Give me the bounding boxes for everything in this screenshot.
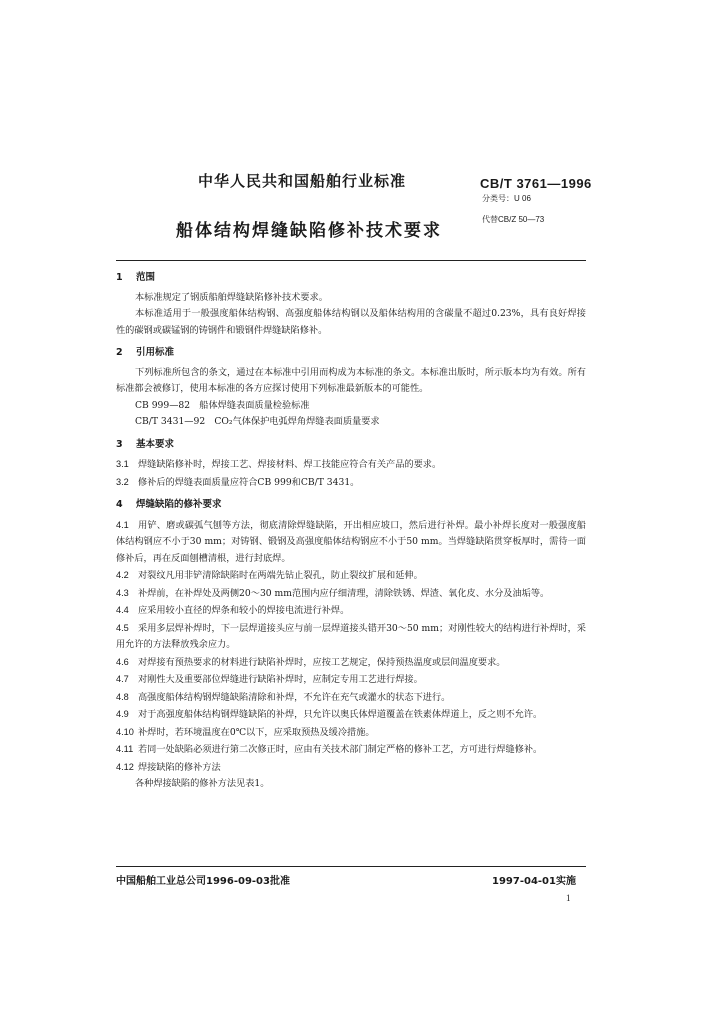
paragraph: 各种焊接缺陷的修补方法见表1。 — [135, 778, 270, 789]
effective-date: 1997-04-01实施 — [492, 876, 576, 887]
clause-item — [116, 456, 586, 474]
clause-text: 若同一处缺陷必须进行第二次修正时，应由有关技术部门制定严格的修补工艺，方可进行焊缝修补。 — [138, 744, 543, 755]
header-divider — [116, 260, 586, 261]
clause-text: 对焊接有预热要求的材料进行缺陷补焊时，应按工艺规定，保持预热温度或层间温度要求。 — [138, 656, 506, 668]
document-body — [116, 270, 586, 793]
clause-item — [116, 602, 586, 620]
clause-text: 用铲、磨或碳弧气刨等方法，彻底清除焊缝缺陷，开出相应坡口，然后进行补焊。最小补焊长度对一般强度船体结构钢应不小于30 mm；对铸钢、锻钢及高强度船体结构钢应不小于50 mm。当焊缝缺陷贯穿板厚时，需待一面修补后，再在反面刨槽清根，进行封底焊。 — [116, 519, 586, 564]
section-title: 引用标准 — [136, 347, 175, 358]
standard-code: CB/T 3761—1996 — [480, 176, 592, 191]
section-heading-repair-requirements — [116, 497, 586, 514]
clause-number: 4.1 — [116, 519, 129, 530]
clause-number: 4.2 — [116, 570, 129, 580]
replaces-standard: 代替CB/Z 50—73 — [482, 215, 545, 224]
clause-number: 4.7 — [116, 674, 129, 684]
paragraph: 下列标准所包含的条文，通过在本标准中引用而构成为本标准的条文。本标准出版时，所示版本均为有效。所有标准都会被修订，使用本标准的各方应探讨使用下列标准最新版本的可能性。 — [116, 366, 586, 394]
section-number: 4 — [116, 499, 123, 510]
section-heading-scope — [116, 270, 586, 287]
clause-item — [116, 689, 586, 707]
clause-item — [116, 671, 586, 689]
clause-text: 对于高强度船体结构钢焊缝缺陷的补焊，只允许以奥氏体焊道覆盖在铁素体焊道上，反之则不允许。 — [138, 709, 543, 720]
clause-item — [116, 517, 586, 568]
clause-number: 4.12 — [116, 761, 134, 772]
clause-number: 4.3 — [116, 587, 129, 598]
clause-item — [116, 724, 586, 742]
clause-text: 补焊时，若环境温度在0℃以下，应采取预热及缓冷措施。 — [138, 726, 375, 738]
clause-text: 焊接缺陷的修补方法 — [138, 761, 221, 773]
section-title: 范围 — [136, 272, 156, 283]
clause-text: 补焊前，在补焊处及两侧20～30 mm范围内应仔细清理，清除铁锈、焊渣、氧化皮、水分及油垢等。 — [138, 587, 550, 599]
page-number: 1 — [566, 893, 571, 903]
clause-item — [116, 474, 586, 492]
clause-item — [116, 585, 586, 603]
clause-item — [116, 759, 586, 777]
clause-number: 4.10 — [116, 726, 134, 737]
clause-text: 采用多层焊补焊时，下一层焊道接头应与前一层焊道接头错开30～50 mm；对刚性较大的结构进行补焊时，采用允许的方法释放残余应力。 — [116, 622, 586, 650]
clause-number: 4.4 — [116, 605, 129, 615]
standard-org-title: 中华人民共和国船舶行业标准 — [198, 172, 407, 190]
clause-number: 3.1 — [116, 459, 129, 469]
approval-date: 中国船舶工业总公司1996-09-03批准 — [116, 876, 290, 887]
clause-item — [116, 567, 586, 585]
reference-item: CB/T 3431—92 CO₂气体保护电弧焊角焊缝表面质量要求 — [135, 416, 380, 427]
section-title: 焊缝缺陷的修补要求 — [136, 499, 222, 510]
clause-number: 4.6 — [116, 656, 129, 667]
section-number: 2 — [116, 347, 123, 358]
footer-divider — [116, 866, 586, 867]
clause-item — [116, 741, 586, 759]
document-title: 船体结构焊缝缺陷修补技术要求 — [176, 221, 442, 241]
clause-text: 焊缝缺陷修补时，焊接工艺、焊接材料、焊工技能应符合有关产品的要求。 — [138, 459, 442, 470]
clause-item — [116, 620, 586, 654]
paragraph: 本标准规定了钢质船舶焊缝缺陷修补技术要求。 — [135, 291, 328, 303]
clause-text: 对刚性大及重要部位焊缝进行缺陷补焊时，应制定专用工艺进行焊接。 — [138, 674, 423, 685]
section-number: 3 — [116, 438, 123, 450]
clause-text: 应采用较小直径的焊条和较小的焊接电流进行补焊。 — [138, 605, 350, 616]
clause-text: 修补后的焊缝表面质量应符合CB 999和CB/T 3431。 — [138, 476, 360, 488]
clause-number: 4.9 — [116, 709, 129, 719]
classification-number: 分类号：U 06 — [482, 194, 531, 203]
paragraph: 本标准适用于一般强度船体结构钢、高强度船体结构钢以及船体结构用的含碳量不超过0.23%，具有良好焊接性的碳钢或碳锰钢的铸钢件和锻钢件焊缝缺陷修补。 — [116, 308, 586, 336]
section-title: 基本要求 — [136, 438, 175, 450]
section-heading-basic-requirements — [116, 437, 586, 454]
clause-number: 4.5 — [116, 622, 129, 633]
clause-text: 对裂纹凡用非铲清除缺陷时在两端先钻止裂孔，防止裂纹扩展和延伸。 — [138, 570, 423, 581]
clause-item — [116, 706, 586, 724]
clause-number: 3.2 — [116, 476, 129, 487]
clause-number: 4.11 — [116, 744, 134, 754]
section-heading-references — [116, 345, 586, 362]
section-number: 1 — [116, 272, 123, 283]
clause-item — [116, 654, 586, 672]
clause-text: 高强度船体结构钢焊缝缺陷清除和补焊，不允许在充气或灌水的状态下进行。 — [138, 691, 451, 703]
clause-number: 4.8 — [116, 691, 129, 702]
reference-item: CB 999—82 船体焊缝表面质量检验标准 — [135, 399, 310, 411]
